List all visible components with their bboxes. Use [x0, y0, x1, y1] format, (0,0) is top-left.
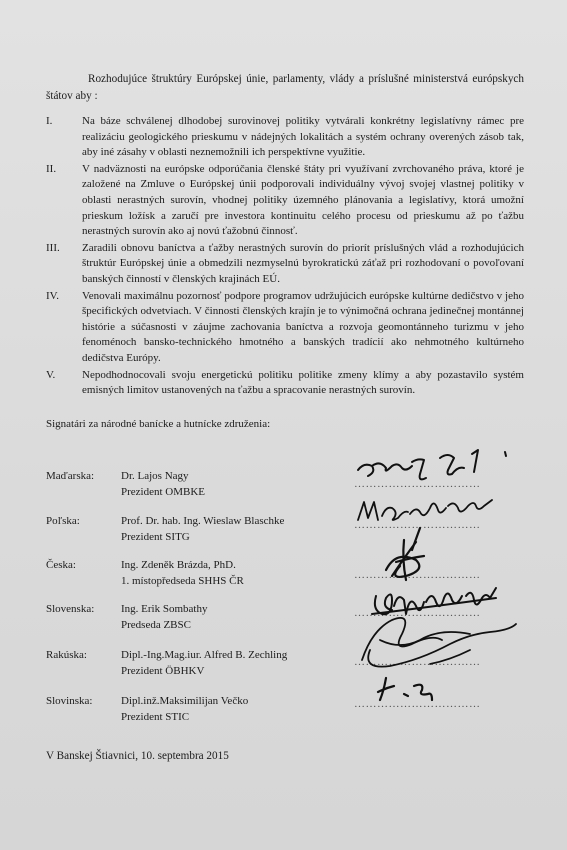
point-number: II. — [46, 162, 57, 175]
signatory-title: Prezident STIC — [121, 711, 190, 723]
signature-line: …………………………… — [354, 607, 481, 619]
signature-line: …………………………… — [354, 519, 481, 531]
signatory-title: 1. místopředseda SHHS ČR — [121, 575, 244, 587]
signatory-name: Prof. Dr. hab. Ing. Wieslaw Blaschke — [121, 515, 285, 527]
intro-paragraph: Rozhodujúce štruktúry Európskej únie, parlamenty, vlády a príslušné ministerstvá európskych štátov aby : — [46, 73, 524, 102]
signatory-title: Predseda ZBSC — [121, 619, 191, 631]
signatory-title: Prezident ÖBHKV — [121, 665, 205, 677]
signature-line: …………………………… — [354, 569, 481, 581]
signatory-country: Poľska: — [46, 515, 80, 527]
list-item — [46, 289, 524, 367]
signatory-country: Slovenska: — [46, 603, 95, 615]
point-number: I. — [46, 115, 53, 127]
signatory-country: Maďarska: — [46, 470, 95, 482]
signature-line: …………………………… — [354, 478, 481, 490]
signatory-title: Prezident OMBKE — [121, 486, 206, 498]
list-item — [46, 241, 524, 288]
list-item — [46, 368, 524, 399]
point-text: Venovali maximálnu pozornosť podpore programov udržujúcich európske kultúrne dedičstvo v jeho špecifických odvetviach. V činnosti členských krajín je to výnimočná ochrana jedinečnej montánnej histórie a súčasnosti v záujme zachovania baníctva a rozvoja geomontánneho turizmu v jeho fenoménoch bansko-technického hmotného a banských tradícií ako nehmotného kultúrneho dedičstva Európy. — [82, 289, 524, 364]
point-text: Nepodhodnocovali svoju energetickú politiku politike zmeny klímy a aby pozastavilo systém emisných limitov ustanovených na ťažbu a spracovanie nerastných surovín. — [82, 368, 524, 397]
list-item — [46, 114, 524, 161]
signatory-name: Dipl.inž.Maksimilijan Večko — [121, 695, 249, 707]
point-number: V. — [46, 368, 56, 381]
place-and-date: V Banskej Štiavnici, 10. septembra 2015 — [46, 750, 229, 762]
signatory-country: Slovinska: — [46, 695, 93, 707]
signatory-name: Ing. Erik Sombathy — [121, 603, 208, 615]
signature-hungary — [358, 450, 506, 479]
signatory-country: Česka: — [46, 559, 76, 571]
signatory-name: Dr. Lajos Nagy — [121, 470, 189, 482]
point-text: Zaradili obnovu baníctva a ťažby nerastných surovín do priorít príslušných vlád a rozhodujúcich štruktúr Európskej únie a obmedzili nezmyselnú byrokratickú záťaž pri rozhodovaní o povoľovaní banských činností v členských krajinách EÚ. — [82, 241, 524, 285]
signature-line: …………………………… — [354, 698, 481, 710]
list-item — [46, 162, 524, 240]
points-list — [46, 114, 524, 400]
signatory-name: Dipl.-Ing.Mag.iur. Alfred B. Zechling — [121, 649, 288, 661]
signatory-title: Prezident SITG — [121, 531, 190, 543]
signatory-name: Ing. Zdeněk Brázda, PhD. — [121, 559, 236, 571]
signatory-country: Rakúska: — [46, 649, 87, 661]
signature-line: …………………………… — [354, 656, 481, 668]
point-text: V nadväznosti na európske odporúčania členské štáty pri využívaní zvrchovaného práva, ktoré je založené na Zmluve o Európskej únii podporovali individuálny vývoj svojej vlastnej politiky v oblasti nerastných surovín, vhodnej politiky územného plánovania a legislatívy, ktorá umožní prieskum ložísk a zaručí pre investora kontinuitu celého procesu od prieskumu až po ťažbu nerastných surovín ako aj novú ťažobnú činnosť. — [82, 162, 524, 238]
signatories-heading: Signatári za národné banícke a hutnícke združenia: — [46, 418, 271, 430]
point-number: III. — [46, 241, 60, 254]
point-number: IV. — [46, 289, 59, 302]
point-text: Na báze schválenej dlhodobej surovinovej politiky vytvárali konkrétny legislatívny rámec pre realizáciu geologického prieskumu v nádejných lokalitách a systém ochrany overených zásob tak, aby iné zásahy v oblasti neznemožnili ich perspektívne využitie. — [82, 115, 524, 159]
